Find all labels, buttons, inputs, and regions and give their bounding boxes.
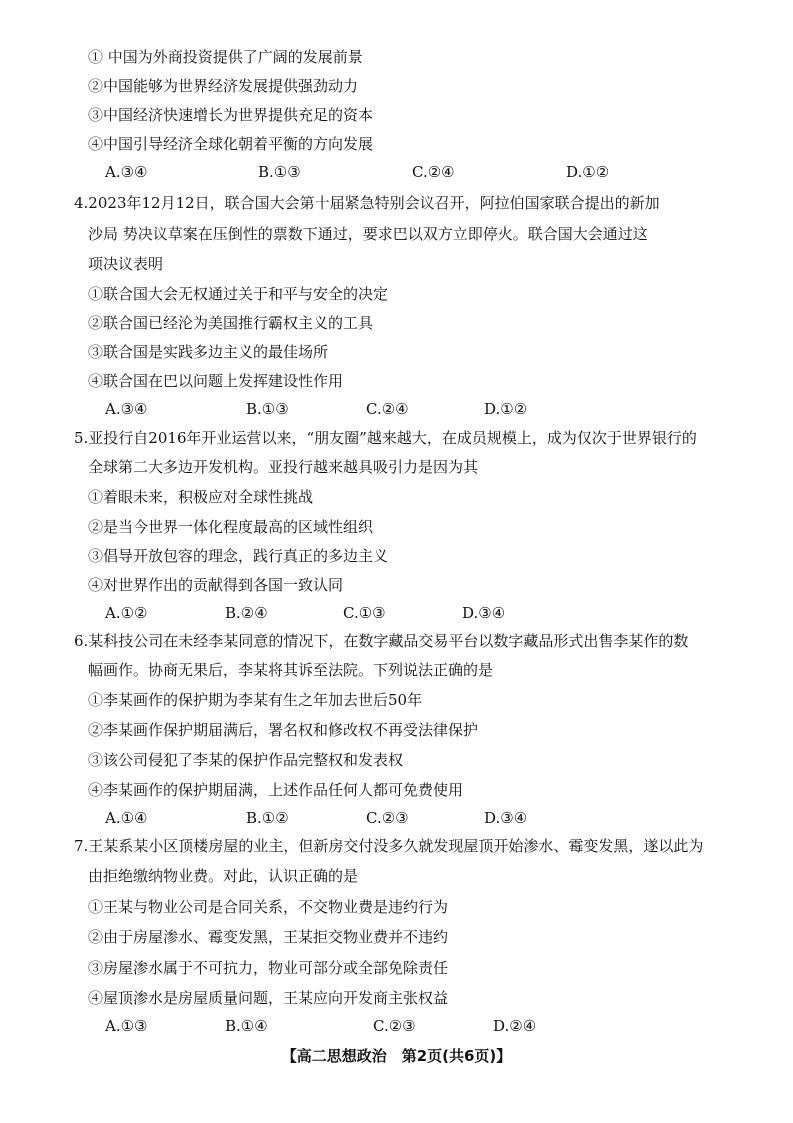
q5-stem-line-1: 5.亚投行自2016年开业运营以来，“朋友圈”越来越大，在成员规模上，成为仅次于世界银行的 <box>74 429 697 447</box>
q4-option-d: D.①② <box>484 400 528 418</box>
q3-option-a: A.③④ <box>105 163 148 181</box>
q4-option-c: C.②④ <box>366 400 409 418</box>
q3-option-c: C.②④ <box>412 163 455 181</box>
q7-item-3: ③房屋渗水属于不可抗力，物业可部分或全部免除责任 <box>88 959 449 977</box>
q6-item-4: ④李某画作的保护期届满，上述作品任何人都可免费使用 <box>88 781 464 799</box>
q3-option-d: D.①② <box>566 163 610 181</box>
q7-item-4: ④屋顶渗水是房屋质量问题，王某应向开发商主张权益 <box>88 989 449 1007</box>
q3-item-4: ④中国引导经济全球化朝着平衡的方向发展 <box>88 135 374 153</box>
q5-option-b: B.②④ <box>225 604 268 622</box>
q5-option-a: A.①② <box>105 604 148 622</box>
q4-item-4: ④联合国在巴以问题上发挥建设性作用 <box>88 372 344 390</box>
q5-item-4: ④对世界作出的贡献得到各国一致认同 <box>88 576 344 594</box>
q5-option-c: C.①③ <box>343 604 386 622</box>
q3-option-b: B.①③ <box>258 163 301 181</box>
q6-option-c: C.②③ <box>366 809 409 827</box>
q4-item-2: ②联合国已经沦为美国推行霸权主义的工具 <box>88 314 374 332</box>
q7-stem-line-1: 7.王某系某小区顶楼房屋的业主，但新房交付没多久就发现屋顶开始渗水、霉变发黑，遂以此为 <box>74 837 704 855</box>
q5-item-2: ②是当今世界一体化程度最高的区域性组织 <box>88 518 374 536</box>
q5-option-d: D.③④ <box>462 604 506 622</box>
q6-stem-line-1: 6.某科技公司在未经李某同意的情况下，在数字藏品交易平台以数字藏品形式出售李某作的数 <box>74 632 689 650</box>
q7-option-b: B.①④ <box>225 1017 268 1035</box>
q6-item-2: ②李某画作保护期届满后，署名权和修改权不再受法律保护 <box>88 721 479 739</box>
q7-option-a: A.①③ <box>105 1017 148 1035</box>
q4-stem-line-2: 沙局 势决议草案在压倒性的票数下通过，要求巴以双方立即停火。联合国大会通过这 <box>88 225 648 243</box>
q6-item-1: ①李某画作的保护期为李某有生之年加去世后50年 <box>88 691 423 709</box>
q3-item-2: ②中国能够为世界经济发展提供强劲动力 <box>88 77 359 95</box>
q6-item-3: ③该公司侵犯了李某的保护作品完整权和发表权 <box>88 751 404 769</box>
q4-option-a: A.③④ <box>105 400 148 418</box>
q4-item-1: ①联合国大会无权通过关于和平与安全的决定 <box>88 285 389 303</box>
q4-stem-line-1: 4.2023年12月12日，联合国大会第十届紧急特别会议召开，阿拉伯国家联合提出的新加 <box>74 194 660 212</box>
q7-item-1: ①王某与物业公司是合同关系，不交物业费是违约行为 <box>88 898 449 916</box>
q5-item-1: ①着眼未来，积极应对全球性挑战 <box>88 488 314 506</box>
q4-item-3: ③联合国是实践多边主义的最佳场所 <box>88 343 329 361</box>
q7-option-d: D.②④ <box>493 1017 537 1035</box>
q7-stem-line-2: 由拒绝缴纳物业费。对此，认识正确的是 <box>88 867 359 885</box>
q6-option-a: A.①④ <box>105 809 148 827</box>
q7-item-2: ②由于房屋渗水、霉变发黑，王某拒交物业费并不违约 <box>88 928 449 946</box>
q6-option-d: D.③④ <box>484 809 528 827</box>
q5-item-3: ③倡导开放包容的理念，践行真正的多边主义 <box>88 547 389 565</box>
q7-option-c: C.②③ <box>373 1017 416 1035</box>
q3-item-3: ③中国经济快速增长为世界提供充足的资本 <box>88 106 374 124</box>
q5-stem-line-2: 全球第二大多边开发机构。亚投行越来越具吸引力是因为其 <box>88 458 479 476</box>
page-footer: 【高二思想政治 第2页(共6页)】 <box>281 1047 512 1065</box>
q6-stem-line-2: 幅画作。协商无果后，李某将其诉至法院。下列说法正确的是 <box>88 661 494 679</box>
q4-stem-line-3: 项决议表明 <box>88 255 164 273</box>
q4-option-b: B.①③ <box>246 400 289 418</box>
q6-option-b: B.①② <box>246 809 289 827</box>
q3-item-1: ① 中国为外商投资提供了广阔的发展前景 <box>88 48 363 66</box>
